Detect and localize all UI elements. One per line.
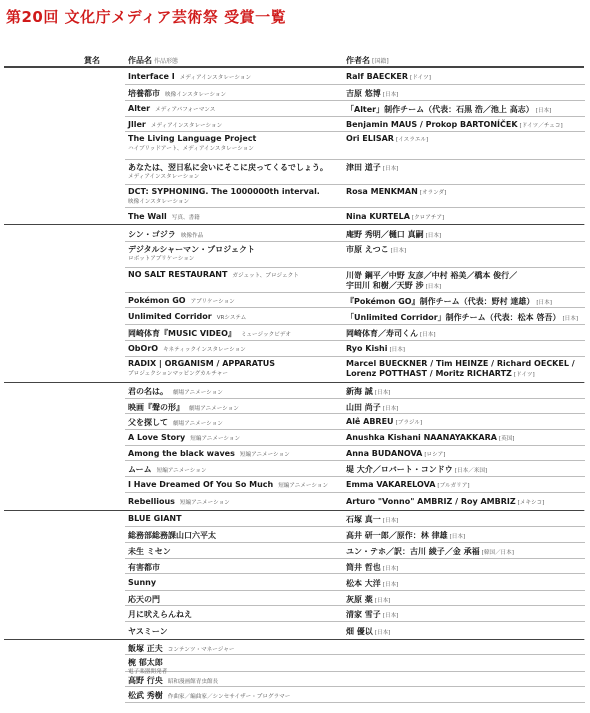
author-text: Marcel BUECKNER / Tim HEINZE / Richard OECKEL / <box>346 359 575 368</box>
author-name <box>346 530 465 541</box>
author-name <box>346 296 552 307</box>
work-genre: 映像インスタレーション <box>128 199 190 205</box>
award-column-header: 賞名 <box>84 56 100 65</box>
author-name <box>346 417 422 426</box>
work-name: The Living Language Project <box>128 134 257 143</box>
author-name-line2 <box>346 280 441 291</box>
work-genre: 昭和漫画館青虫館長 <box>167 678 219 685</box>
author-country: [日本] <box>382 518 399 524</box>
author-country: [ドイツ] <box>410 74 431 81</box>
work-title <box>128 104 215 113</box>
table-row <box>0 591 590 606</box>
work-name: NO SALT RESTAURANT <box>128 270 228 279</box>
author-text: Arturo "Vonno" AMBRIZ / Roy AMBRIZ <box>346 497 516 506</box>
table-row <box>0 511 590 527</box>
work-genre: 短編アニメーション <box>278 483 329 489</box>
table-row <box>0 622 590 640</box>
work-name: The Wall <box>128 211 167 221</box>
author-country: [韓国／日本] <box>481 550 514 556</box>
author-name-line2 <box>346 369 535 378</box>
work-name: BLUE GIANT <box>128 514 182 523</box>
work-name: 父を探して <box>128 418 168 427</box>
author-name <box>346 72 431 81</box>
work-name: 培養都市 <box>128 89 160 98</box>
work-name: 椀 郁太郎 <box>128 658 163 667</box>
work-title <box>128 562 160 573</box>
author-text: 堤 大介／ロバート・コンドウ <box>346 465 453 474</box>
work-genre: キネティックインスタレーション <box>163 347 246 353</box>
table-row <box>0 208 590 225</box>
work-name: 君の名は。 <box>128 387 168 396</box>
work-title <box>128 578 156 587</box>
author-text: 畑 優以 <box>346 627 373 636</box>
author-text: 川嵜 鋼平／中野 友彦／中村 裕美／橋本 俊行／ <box>346 271 518 280</box>
work-title <box>128 344 246 353</box>
work-title <box>128 480 328 489</box>
work-title <box>128 359 275 368</box>
author-text: Ryo Kishi <box>346 344 388 353</box>
author-country: [日本] <box>374 390 391 396</box>
author-name <box>346 433 514 442</box>
author-country: [日本] <box>535 108 552 114</box>
work-title <box>128 464 206 475</box>
author-text: 庵野 秀明／樋口 真嗣 <box>346 229 424 239</box>
author-country: [ドイツ] <box>513 372 535 378</box>
table-row <box>0 672 590 687</box>
work-name: ヤスミーン <box>128 627 168 636</box>
author-name <box>346 578 398 589</box>
work-name: 応天の門 <box>128 594 160 604</box>
author-name <box>346 449 445 458</box>
author-text: Anna BUDANOVA <box>346 448 423 458</box>
work-title <box>128 643 234 654</box>
author-country: [日本] <box>425 284 442 290</box>
author-name <box>346 464 487 475</box>
author-name <box>346 104 551 115</box>
author-name <box>346 546 514 557</box>
work-name: Interface I <box>128 71 175 81</box>
author-text: 筒井 哲也 <box>346 562 381 572</box>
work-title <box>128 530 216 541</box>
work-name: I Have Dreamed Of You So Much <box>128 480 274 489</box>
author-text: Lorenz POTTHAST / Moritz RICHARTZ <box>346 369 512 378</box>
table-row <box>0 606 590 622</box>
work-name: DCT: SYPHONING. The 1000000th interval. <box>128 187 320 196</box>
section-rule <box>4 67 584 68</box>
author-name <box>346 359 575 368</box>
table-row <box>0 640 590 655</box>
work-genre: 映像作品 <box>180 232 204 239</box>
author-name <box>346 497 544 506</box>
work-genre: 電子楽器開発者 <box>128 669 168 675</box>
work-genre: ミュージックビデオ <box>240 332 291 338</box>
author-name <box>346 626 390 637</box>
work-genre: プロジェクションマッピングカルチャー <box>128 371 228 377</box>
work-genre: ロボットアプリケーション <box>128 256 195 262</box>
work-title <box>128 675 218 686</box>
author-name <box>346 594 390 605</box>
author-country: [日本] <box>374 597 391 604</box>
author-country: [日本] <box>382 405 399 412</box>
work-column-header: 作品名 作品形態 <box>128 56 179 65</box>
work-name: 飯塚 正夫 <box>128 643 163 653</box>
work-genre: 劇場アニメーション <box>173 421 223 427</box>
table-row <box>0 132 590 160</box>
page-title: 第20回 文化庁メディア芸術祭 受賞一覧 <box>6 8 287 26</box>
work-genre: 劇場アニメーション <box>189 405 239 412</box>
author-country: [日本] <box>382 166 399 172</box>
work-title <box>128 609 192 620</box>
work-genre: メディアパフォーマンス <box>155 107 216 113</box>
section-rule <box>4 510 584 511</box>
work-genre: VRシステム <box>216 314 247 321</box>
author-text: 吉原 悠博 <box>346 89 381 98</box>
work-title <box>128 120 222 129</box>
work-name: ムーム <box>128 465 152 474</box>
work-name: 有害都市 <box>128 562 160 572</box>
author-country: [クロアチア] <box>411 214 445 221</box>
work-name: 映画『聲の形』 <box>128 402 184 412</box>
table-row <box>0 574 590 591</box>
author-name <box>346 162 398 173</box>
author-country: [日本] <box>390 248 407 254</box>
author-text: Emma VAKARELOVA <box>346 480 436 489</box>
author-name <box>346 480 470 489</box>
author-name <box>346 402 398 413</box>
author-country: [ロシア] <box>424 451 446 458</box>
work-title <box>128 134 256 143</box>
table-row <box>0 687 590 703</box>
author-text: 清家 雪子 <box>346 610 381 619</box>
work-name: Alter <box>128 104 151 113</box>
author-text: Alê ABREU <box>346 417 394 426</box>
work-title <box>128 212 200 221</box>
author-name <box>346 328 436 339</box>
work-name: ObOrO <box>128 344 159 353</box>
work-name: 未生 ミセン <box>128 547 171 556</box>
author-text: 「Unlimited Corridor」制作チーム（代表：松本 啓吾） <box>346 312 561 322</box>
author-country: [英国] <box>498 436 515 442</box>
work-name: Rebellious <box>128 497 175 506</box>
author-name <box>346 229 441 240</box>
work-genre: 写真、書籍 <box>171 214 200 221</box>
work-title <box>128 88 226 99</box>
author-country: [日本] <box>374 630 391 636</box>
author-country: [日本] <box>536 299 552 306</box>
section-rule <box>4 382 584 383</box>
author-text: 松本 大洋 <box>346 578 381 588</box>
work-genre: 作曲家／編曲家／シンセサイザー・プログラマー <box>167 694 291 700</box>
work-title <box>128 270 299 279</box>
work-name: 高野 行央 <box>128 675 163 685</box>
work-title <box>128 690 290 701</box>
author-text: Rosa MENKMAN <box>346 187 418 196</box>
work-title <box>128 72 251 81</box>
author-text: Nina KURTELA <box>346 211 410 221</box>
author-text: 『Pokémon GO』制作チーム（代表：野村 達雄） <box>346 296 535 306</box>
work-name: Pokémon GO <box>128 295 186 305</box>
work-genre: コンテンツ・マネージャー <box>167 646 235 653</box>
work-genre: 短編アニメーション <box>156 468 207 474</box>
table-row <box>0 655 590 672</box>
author-country: [ブラジル] <box>395 420 423 426</box>
author-country: [メキシコ] <box>517 500 545 506</box>
author-country: [日本] <box>420 332 436 338</box>
author-text: Ralf BAECKER <box>346 71 409 81</box>
table-row <box>0 527 590 543</box>
table-row <box>0 414 590 430</box>
author-text: Ori ELISAR <box>346 134 394 143</box>
work-genre: メディアインスタレーション <box>150 122 223 129</box>
author-country: [日本] <box>382 581 399 588</box>
work-title <box>128 328 291 339</box>
work-name: 月に吠えらんねえ <box>128 610 192 619</box>
author-column-header: 作者名 [国籍] <box>346 56 389 65</box>
author-country: [ドイツ／チェコ] <box>519 122 563 129</box>
author-country: [イスラエル] <box>395 137 429 143</box>
author-name <box>346 609 398 620</box>
author-name <box>346 134 428 143</box>
author-name <box>346 88 398 99</box>
work-title <box>128 229 203 240</box>
table-row <box>0 559 590 574</box>
work-title <box>128 296 235 305</box>
table-row <box>0 68 590 85</box>
author-name <box>346 344 405 353</box>
work-name: シン・ゴジラ <box>128 229 176 239</box>
author-name <box>346 514 398 525</box>
work-name: 松武 秀樹 <box>128 691 163 700</box>
work-name: Jller <box>128 119 146 129</box>
work-genre: ガジェット、プロジェクト <box>232 273 299 279</box>
work-genre: メディアインスタレーション <box>128 174 200 180</box>
table-row <box>0 242 590 268</box>
author-country: [日本] <box>382 565 399 572</box>
work-title <box>128 187 320 196</box>
work-title <box>128 626 168 637</box>
author-text: 「Alter」制作チーム（代表：石黒 浩／池上 高志） <box>346 105 534 114</box>
work-genre: 劇場アニメーション <box>173 390 223 396</box>
author-name <box>346 120 563 129</box>
work-name: あなたは、翌日私に会いにそこに戻ってくるでしょう。 <box>128 163 328 172</box>
author-text: Benjamin MAUS / Prokop BARTONÍČEK <box>346 119 518 129</box>
work-title <box>128 402 239 413</box>
author-name <box>346 386 390 397</box>
section-rule <box>4 639 584 640</box>
author-country: [オランダ] <box>419 190 447 196</box>
author-text: ユン・テホ／訳：古川 綾子／金 承福 <box>346 547 480 556</box>
author-country: [日本] <box>425 232 442 239</box>
author-country: [日本] <box>449 534 466 540</box>
table-row <box>0 446 590 461</box>
author-country: [日本] <box>382 92 399 98</box>
table-row <box>0 325 590 341</box>
work-genre: 短編アニメーション <box>190 436 241 442</box>
work-name: Among the black waves <box>128 448 235 458</box>
work-name: Sunny <box>128 577 157 587</box>
table-row <box>0 225 590 242</box>
work-title <box>128 417 223 428</box>
work-genre: アプリケーション <box>190 298 235 305</box>
author-text: 新海 誠 <box>346 387 373 396</box>
work-name: 岡崎体育『MUSIC VIDEO』 <box>128 329 236 338</box>
work-name: RADIX | ORGANISM / APPARATUS <box>128 359 276 368</box>
author-text: Anushka Kishani NAANAYAKKARA <box>346 433 497 442</box>
work-genre: 短編アニメーション <box>239 451 290 458</box>
work-genre: 短編アニメーション <box>179 500 230 506</box>
table-row <box>0 85 590 101</box>
author-text: 山田 尚子 <box>346 402 381 412</box>
author-country: [ブルガリア] <box>437 483 470 489</box>
work-genre: 映像インスタレーション <box>165 92 227 98</box>
table-row <box>0 399 590 414</box>
work-name: デジタルシャーマン・プロジェクト <box>128 245 255 254</box>
author-name <box>346 187 446 196</box>
table-row <box>0 341 590 357</box>
work-genre: ハイブリッドアート、メディアインスタレーション <box>128 146 254 152</box>
table-row <box>0 383 590 399</box>
work-genre: メディアインスタレーション <box>179 74 252 81</box>
author-text: 石塚 真一 <box>346 515 381 524</box>
work-title <box>128 386 223 397</box>
author-country: [日本] <box>382 613 399 619</box>
author-text: 岡崎体育／寿司くん <box>346 329 418 338</box>
work-name: 総務部総務課山口六平太 <box>128 531 216 540</box>
work-title <box>128 594 160 605</box>
work-name: Unlimited Corridor <box>128 311 212 321</box>
work-title <box>128 312 246 321</box>
work-title <box>128 433 240 442</box>
table-row <box>0 461 590 477</box>
author-country: [日本] <box>562 315 579 322</box>
author-country: [日本／米国] <box>454 468 488 474</box>
author-name <box>346 244 406 255</box>
work-title <box>128 514 182 523</box>
work-title <box>128 449 290 458</box>
author-text: 市原 えつこ <box>346 245 389 254</box>
author-name <box>346 562 398 573</box>
author-country: [日本] <box>389 347 405 353</box>
author-text: 津田 道子 <box>346 163 381 172</box>
work-title <box>128 546 171 557</box>
work-title <box>128 497 230 506</box>
work-name: A Love Story <box>128 433 186 442</box>
author-name <box>346 312 578 323</box>
author-text: 灰原 薬 <box>346 594 373 604</box>
author-name <box>346 212 444 221</box>
section-rule <box>4 224 584 225</box>
author-text: 高井 研一郎／原作：林 律雄 <box>346 531 448 540</box>
row-divider <box>125 702 585 703</box>
author-text: 宇田川 和樹／天野 涉 <box>346 281 424 290</box>
